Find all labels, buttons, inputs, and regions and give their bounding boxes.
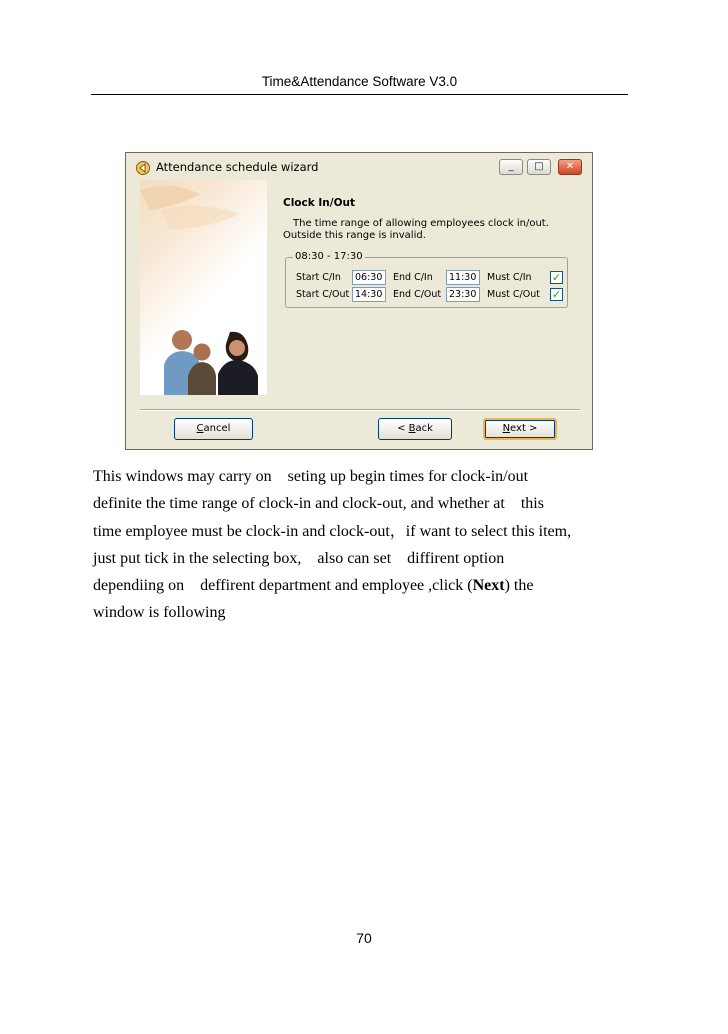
end-clock-out-label: End C/Out	[393, 289, 442, 300]
back-button-prefix: <	[397, 423, 409, 434]
must-clock-out-checkbox[interactable]: ✓	[551, 288, 562, 301]
back-button-label: ack	[415, 423, 433, 434]
next-button[interactable]	[483, 418, 557, 440]
body-line: time employee must be clock-in and clock-out，if want to select this item,	[93, 522, 572, 540]
page-number: 70	[356, 930, 372, 946]
cancel-button-label: ancel	[203, 423, 231, 434]
must-clock-in-label: Must C/In	[487, 272, 532, 283]
body-line-text: ) the	[504, 577, 534, 595]
wizard-description	[283, 218, 583, 242]
end-clock-in-field[interactable]: 11:30	[446, 270, 480, 285]
must-clock-out-label: Must C/Out	[487, 289, 540, 300]
wizard-window[interactable]	[125, 152, 593, 450]
body-line: This windows may carry on seting up begin times for clock-in/out	[93, 468, 529, 485]
wizard-description-line1: The time range of allowing employees clock in/out.	[293, 218, 549, 229]
minimize-button[interactable]: _	[499, 159, 523, 175]
time-range-group	[285, 251, 568, 308]
next-keyword: Next	[472, 577, 505, 595]
title-bar[interactable]	[126, 153, 592, 182]
next-button-accesskey: N	[502, 423, 511, 434]
close-button[interactable]: ✕	[558, 159, 582, 175]
end-clock-in-label: End C/In	[393, 272, 433, 283]
must-clock-in-checkbox[interactable]: ✓	[551, 271, 562, 284]
wizard-heading: Clock In/Out	[283, 197, 356, 209]
button-separator	[140, 409, 580, 411]
wizard-back-arrow-icon	[136, 161, 150, 175]
body-line: just put tick in the selecting box, also can set diffirent option	[93, 549, 505, 567]
back-button[interactable]	[378, 418, 452, 440]
maximize-button[interactable]: □	[527, 159, 551, 175]
end-clock-out-field[interactable]: 23:30	[446, 287, 480, 302]
body-paragraph	[93, 463, 638, 627]
start-clock-in-field[interactable]: 06:30	[352, 270, 386, 285]
cancel-button[interactable]	[174, 418, 253, 440]
people-photo-icon	[140, 180, 267, 395]
page-header: Time&Attendance Software V3.0	[261, 74, 458, 89]
next-button-label: ext >	[510, 423, 538, 434]
wizard-side-image	[140, 180, 267, 395]
back-button-accesskey: B	[408, 423, 416, 434]
body-line-text: dependiing on deffirent department and employee ,click (	[93, 577, 473, 595]
body-line	[93, 572, 638, 599]
body-line: definite the time range of clock-in and clock-out, and whether at this	[93, 495, 544, 513]
body-line: window is following	[93, 604, 226, 622]
start-clock-in-label: Start C/In	[296, 272, 341, 283]
start-clock-out-field[interactable]: 14:30	[352, 287, 386, 302]
window-title: Attendance schedule wizard	[156, 160, 319, 174]
cancel-button-accesskey: C	[196, 423, 204, 434]
start-clock-out-label: Start C/Out	[296, 289, 350, 300]
time-range-legend: 08:30 - 17:30	[295, 251, 363, 262]
wizard-description-line2: Outside this range is invalid.	[283, 230, 426, 241]
header-rule	[91, 94, 628, 95]
